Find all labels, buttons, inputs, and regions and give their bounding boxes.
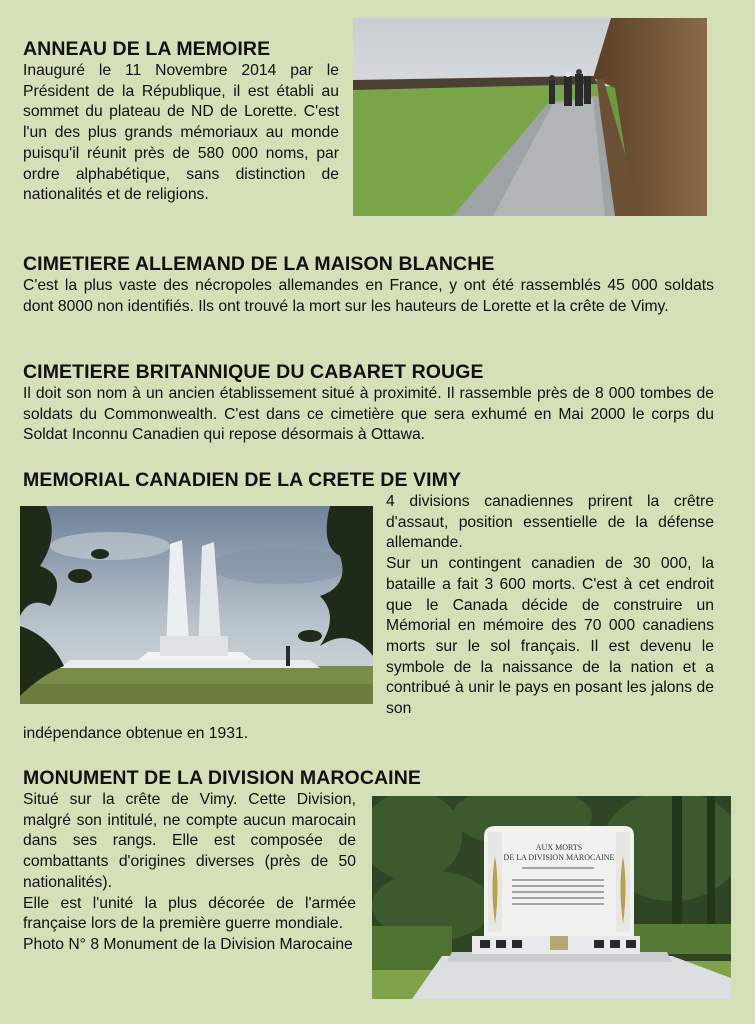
text-division-marocaine-3: Photo N° 8 Monument de la Division Marocaine [23, 935, 353, 953]
text-cimetiere-britannique: Il doit son nom à un ancien établissement situé à proximité. Il rassemble près de 8 000 tombes de soldats du Commonwealth. C'est dans ce cimetière que sera exhumé en Mai 2000 le corps du Soldat Inconnu Canadien qui repose désormais à Ottawa. [23, 385, 714, 444]
text-memorial-vimy-tail [23, 724, 714, 745]
section-anneau-memoire [23, 38, 339, 206]
text-memorial-vimy-1: 4 divisions canadiennes prirent la crêtre d'assaut, position essentielle de la défense allemande. [386, 493, 714, 552]
text-cimetiere-allemand: C'est la plus vaste des nécropoles allemandes en France, y ont été rassemblés 45 000 soldats dont 8000 non identifiés. Ils ont trouvé la mort sur les hauteurs de Lorette et la crête de Vimy. [23, 277, 714, 315]
photo-anneau-memoire [353, 18, 707, 216]
text-memorial-vimy-3: indépendance obtenue en 1931. [23, 725, 249, 742]
heading-cimetiere-allemand: CIMETIERE ALLEMAND DE LA MAISON BLANCHE [23, 253, 495, 275]
monument-inscription-line1: AUX MORTS [535, 843, 583, 852]
monument-inscription-line2: DE LA DIVISION MAROCAINE [503, 853, 615, 862]
text-division-marocaine-block [23, 790, 356, 956]
section-memorial-vimy [23, 469, 714, 491]
text-memorial-vimy-2: Sur un contingent canadien de 30 000, la bataille a fait 3 600 morts. C'est à cet endroit que le Canada décide de construire un Mémorial en mémoire des 70 000 canadiens morts sur le sol français. Il est devenu le symbole de la naissance de la nation et a contribué à unir le pays en posant les jalons de son [386, 555, 714, 718]
heading-division-marocaine: MONUMENT DE LA DIVISION MAROCAINE [23, 767, 421, 789]
text-memorial-vimy-block [386, 492, 714, 720]
photo-memorial-vimy [20, 506, 373, 704]
section-cimetiere-allemand [23, 253, 714, 317]
heading-cimetiere-britannique: CIMETIERE BRITANNIQUE DU CABARET ROUGE [23, 361, 484, 383]
photo-division-marocaine [372, 796, 731, 999]
heading-anneau-memoire: ANNEAU DE LA MEMOIRE [23, 38, 271, 60]
section-division-marocaine [23, 767, 714, 789]
heading-memorial-vimy: MEMORIAL CANADIEN DE LA CRETE DE VIMY [23, 469, 462, 491]
text-division-marocaine-2: Elle est l'unité la plus décorée de l'armée française lors de la première guerre mondiale. [23, 894, 356, 933]
text-anneau-memoire: Inauguré le 11 Novembre 2014 par le Président de la République, il est établi au sommet du plateau de ND de Lorette. C'est l'un des plus grands mémoriaux au monde puisqu'il réunit près de 580 000 noms, par ordre alphabétique, sans distinction de nationalités et de religions. [23, 62, 339, 204]
text-division-marocaine-1: Situé sur la crête de Vimy. Cette Division, malgré son intitulé, ne compte aucun marocain dans ses rangs. Elle est composée de combattants d'origines diverses (près de 50 nationalités). [23, 791, 356, 891]
section-cimetiere-britannique [23, 361, 714, 446]
